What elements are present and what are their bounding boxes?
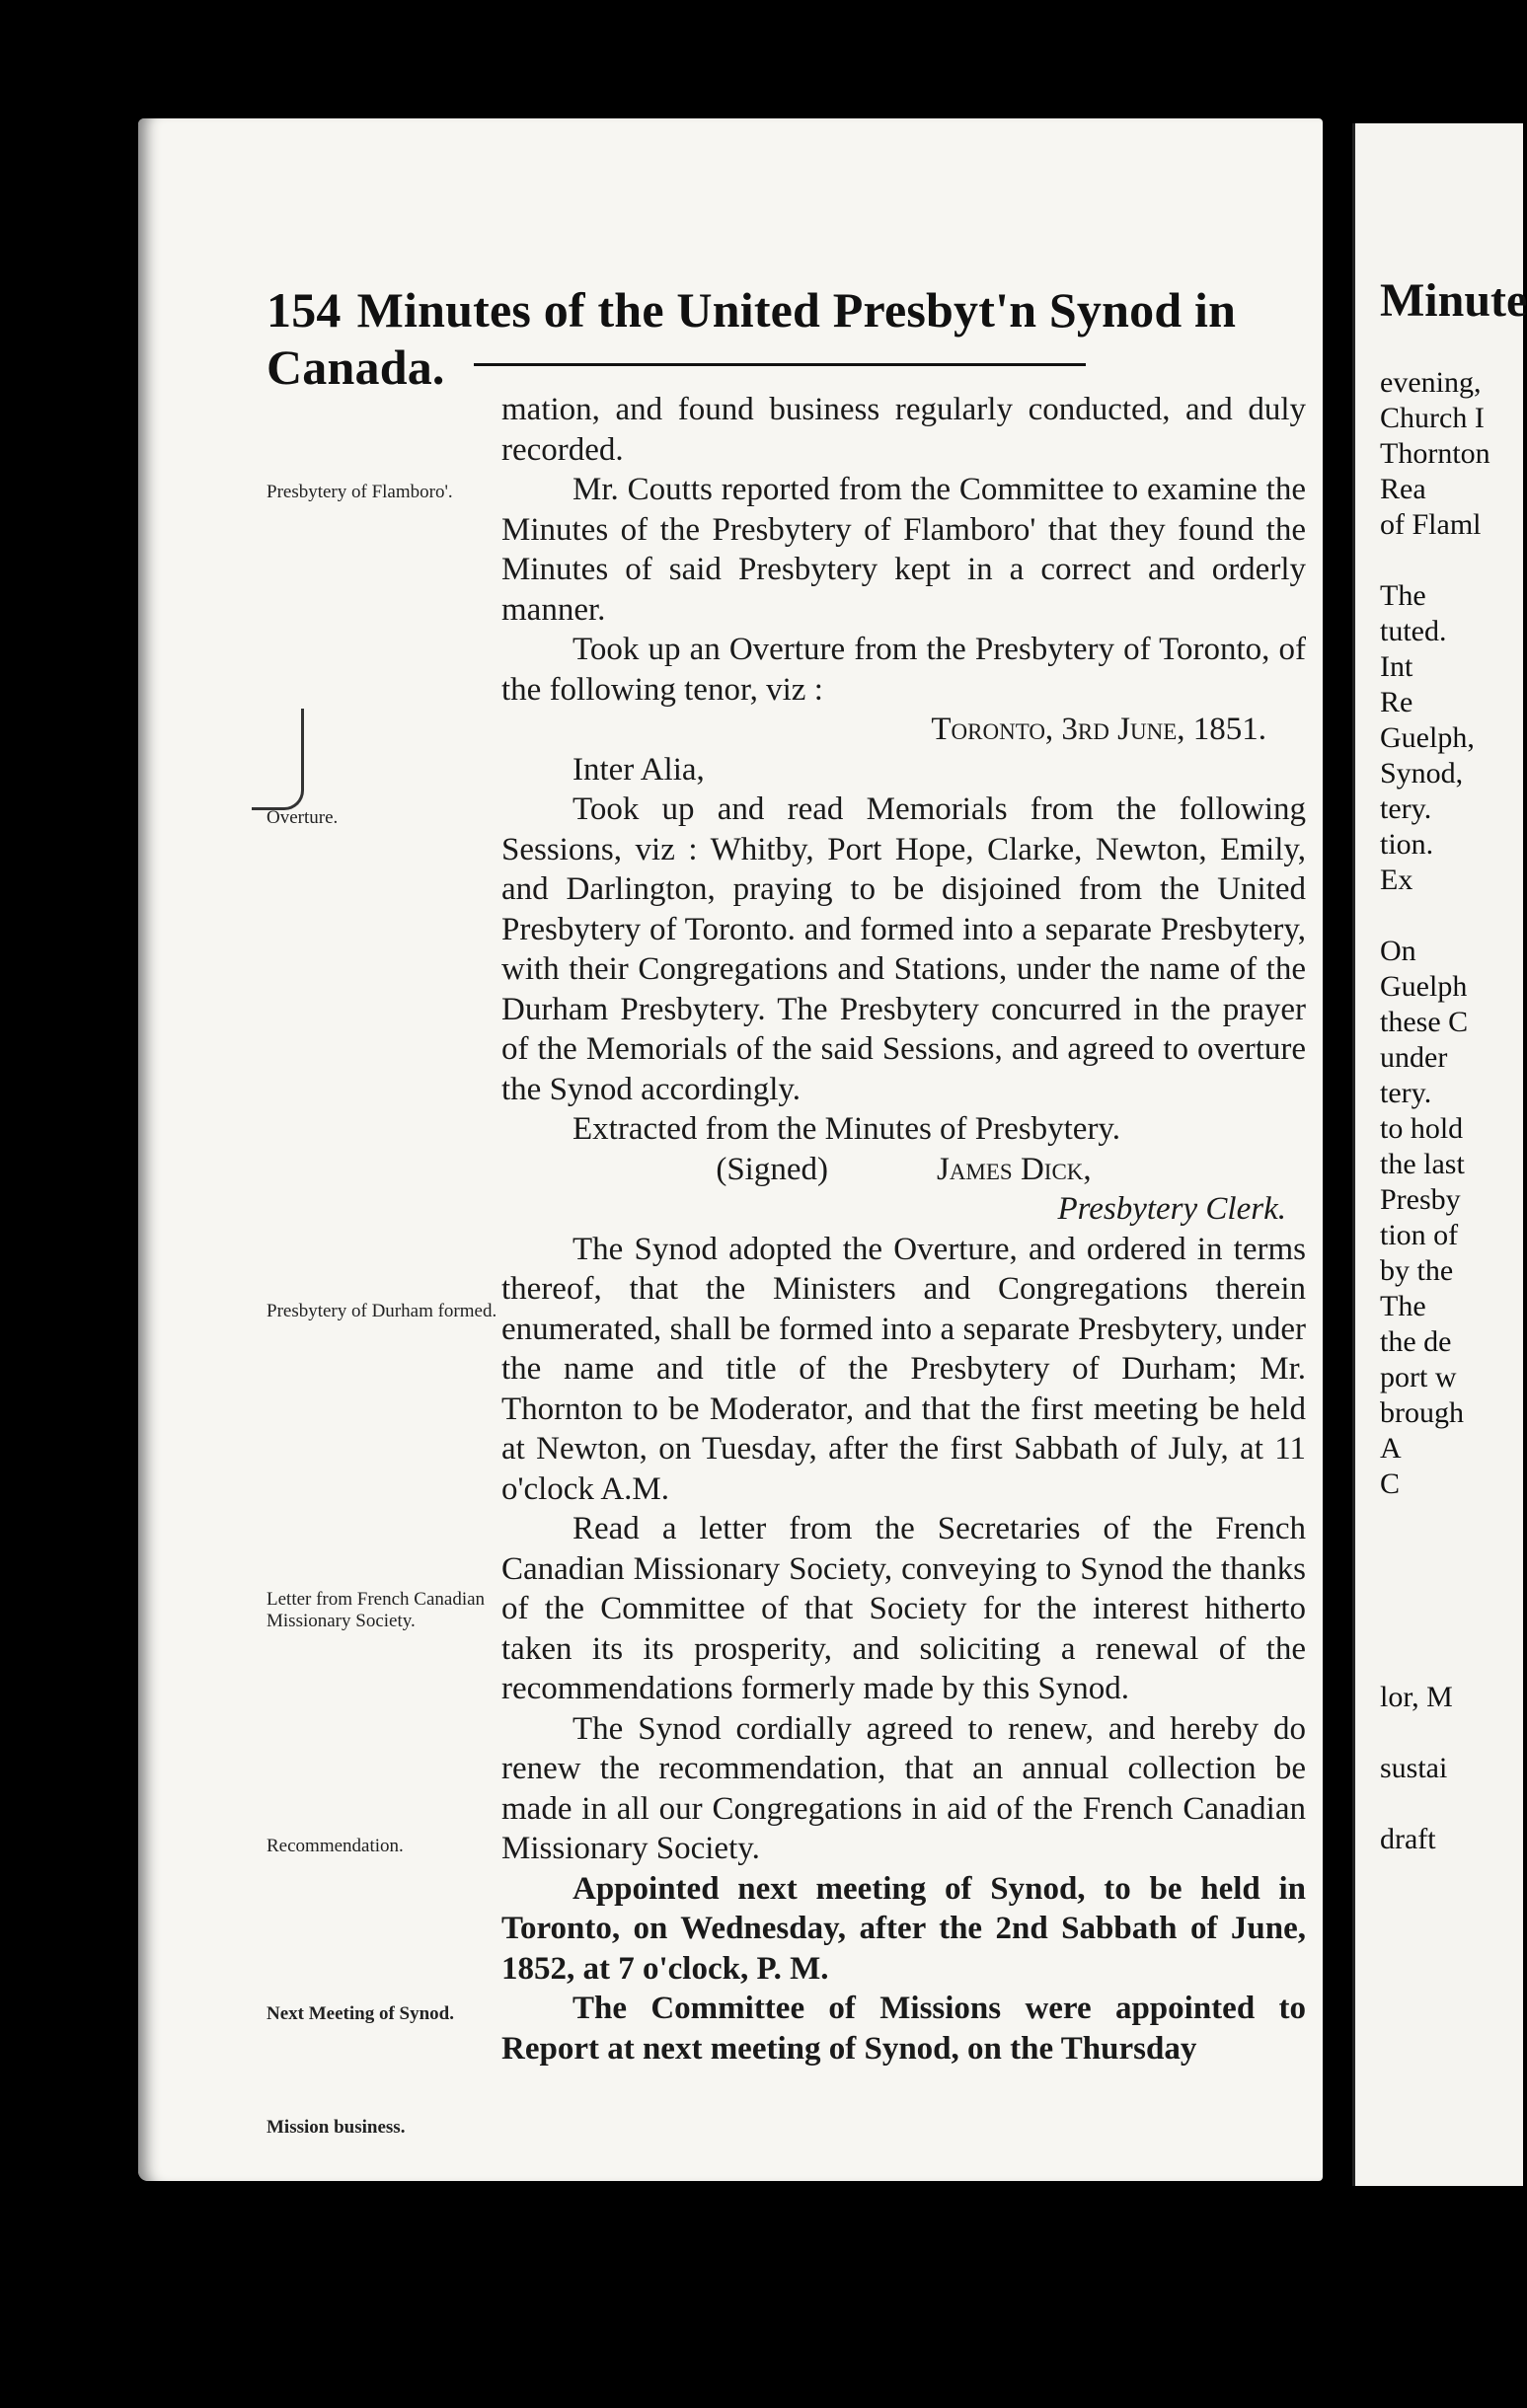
- right-line: C: [1380, 1467, 1401, 1500]
- right-line: On: [1380, 935, 1416, 967]
- right-line: [1380, 1609, 1518, 1644]
- header-rule: [474, 363, 1086, 366]
- signatory-title: Presbytery Clerk.: [1057, 1191, 1286, 1227]
- paragraph: mation, and found business regularly conducted, and duly recorded.: [501, 392, 1306, 468]
- right-line: tery.: [1380, 792, 1432, 825]
- right-line: Church I: [1380, 402, 1485, 434]
- right-line: Int: [1380, 650, 1413, 683]
- right-page-header: Minute: [1380, 274, 1527, 327]
- right-line: these C: [1380, 1006, 1469, 1038]
- right-line: Guelph: [1380, 970, 1468, 1003]
- right-line: draft: [1380, 1823, 1436, 1855]
- right-line: Ex: [1380, 864, 1413, 896]
- right-line: tion.: [1380, 828, 1434, 861]
- dateline: Toronto, 3rd June, 1851.: [931, 712, 1266, 747]
- right-line: Presby: [1380, 1183, 1461, 1216]
- right-line: [1380, 898, 1518, 934]
- margin-note-recommendation: Recommendation.: [267, 1836, 404, 1856]
- right-line: tery.: [1380, 1077, 1432, 1109]
- margin-note-next-meeting: Next Meeting of Synod.: [267, 2003, 454, 2024]
- signed-label: (Signed): [716, 1151, 828, 1187]
- right-line: [1380, 1786, 1518, 1822]
- right-line: of Flaml: [1380, 508, 1482, 541]
- paragraph: Extracted from the Minutes of Presbytery.: [573, 1111, 1121, 1147]
- pen-mark: [252, 709, 304, 810]
- margin-note-mission: Mission business.: [267, 2117, 406, 2138]
- right-line: sustai: [1380, 1752, 1448, 1784]
- paragraph: The Synod cordially agreed to renew, and hereby do renew the recommendation, that an annual collection be made in all our Congregations in aid of the French Canadian Missionary Society.: [501, 1710, 1306, 1866]
- paragraph: Appointed next meeting of Synod, to be held in Toronto, on Wednesday, after the 2nd Sabbath of June, 1852, at 7 o'clock, P. M.: [501, 1870, 1306, 1987]
- margin-note-flamboro: Presbytery of Flamboro'.: [267, 482, 453, 502]
- right-line: lor, M: [1380, 1681, 1453, 1713]
- page-title: Minutes of the United Presbyt'n Synod in Canada.: [267, 282, 1237, 395]
- right-line: [1380, 1573, 1518, 1609]
- paragraph: Mr. Coutts reported from the Committee to examine the Minutes of the Presbytery of Flamboro' that they found the Minutes of said Presbytery kept in a correct and orderly manner.: [501, 472, 1306, 628]
- signatory-name: James Dick,: [936, 1151, 1092, 1187]
- right-line: A: [1380, 1432, 1402, 1465]
- right-line: tuted.: [1380, 615, 1447, 647]
- paragraph: Inter Alia,: [573, 751, 705, 788]
- right-line: by the: [1380, 1254, 1454, 1287]
- right-line: [1380, 1644, 1518, 1680]
- right-line: the last: [1380, 1148, 1465, 1180]
- right-line: port w: [1380, 1361, 1457, 1393]
- paragraph: The Synod adopted the Overture, and ordered in terms thereof, that the Ministers and Congregations therein enumerated, shall be formed into a separate Presbytery, under the name and title of the Presbytery of Durham; Mr. Thornton to be Moderator, and that the first meeting be held at Newton, on Tuesday, after the first Sabbath of July, at 11 o'clock A.M.: [501, 1231, 1306, 1507]
- right-line: The: [1380, 1290, 1426, 1322]
- right-line: [1380, 1538, 1518, 1573]
- right-line: Rea: [1380, 473, 1426, 505]
- paragraph: Took up an Overture from the Presbytery of Toronto, of the following tenor, viz :: [501, 632, 1306, 708]
- right-line: Synod,: [1380, 757, 1464, 790]
- paragraph: Took up and read Memorials from the following Sessions, viz : Whitby, Port Hope, Clarke, Newton, Emily, and Darlington, praying to be disjoined from the United Presbytery of Toronto. and formed into a separate Presbytery, with their Congregations and Stations, under the name of the Durham Presbytery. The Presbytery concurred in the prayer of the Memorials of the said Sessions, and agreed to overture the Synod accordingly.: [501, 791, 1306, 1107]
- page-header: [267, 281, 1303, 396]
- right-line: evening,: [1380, 366, 1482, 399]
- right-line: Thornton: [1380, 437, 1490, 470]
- margin-note-letter: Letter from French Canadian Missionary Society.: [267, 1589, 486, 1631]
- right-line: Re: [1380, 686, 1413, 718]
- page-number: 154: [267, 282, 342, 338]
- right-line: tion of: [1380, 1219, 1459, 1251]
- right-line: [1380, 1715, 1518, 1751]
- signature-line: [501, 1150, 1306, 1190]
- margin-note-overture: Overture.: [267, 807, 339, 828]
- body-text: [501, 390, 1306, 2069]
- right-line: Guelph,: [1380, 721, 1475, 754]
- right-line: the de: [1380, 1325, 1452, 1358]
- right-line: to hold: [1380, 1112, 1464, 1145]
- right-line: [1380, 1502, 1518, 1538]
- margin-note-durham: Presbytery of Durham formed.: [267, 1301, 497, 1321]
- right-line: under: [1380, 1041, 1448, 1074]
- right-line: [1380, 543, 1518, 578]
- right-line: The: [1380, 579, 1426, 612]
- paragraph: The Committee of Missions were appointed to Report at next meeting of Synod, on the Thursday: [501, 1991, 1306, 2067]
- right-line: brough: [1380, 1396, 1464, 1429]
- right-page-text: [1380, 274, 1527, 1857]
- paragraph: Read a letter from the Secretaries of the French Canadian Missionary Society, conveying to Synod the thanks of the Committee of that Society for the interest hitherto taken its its prosperity, and soliciting a renewal of the recommendations formerly made by this Synod.: [501, 1511, 1306, 1706]
